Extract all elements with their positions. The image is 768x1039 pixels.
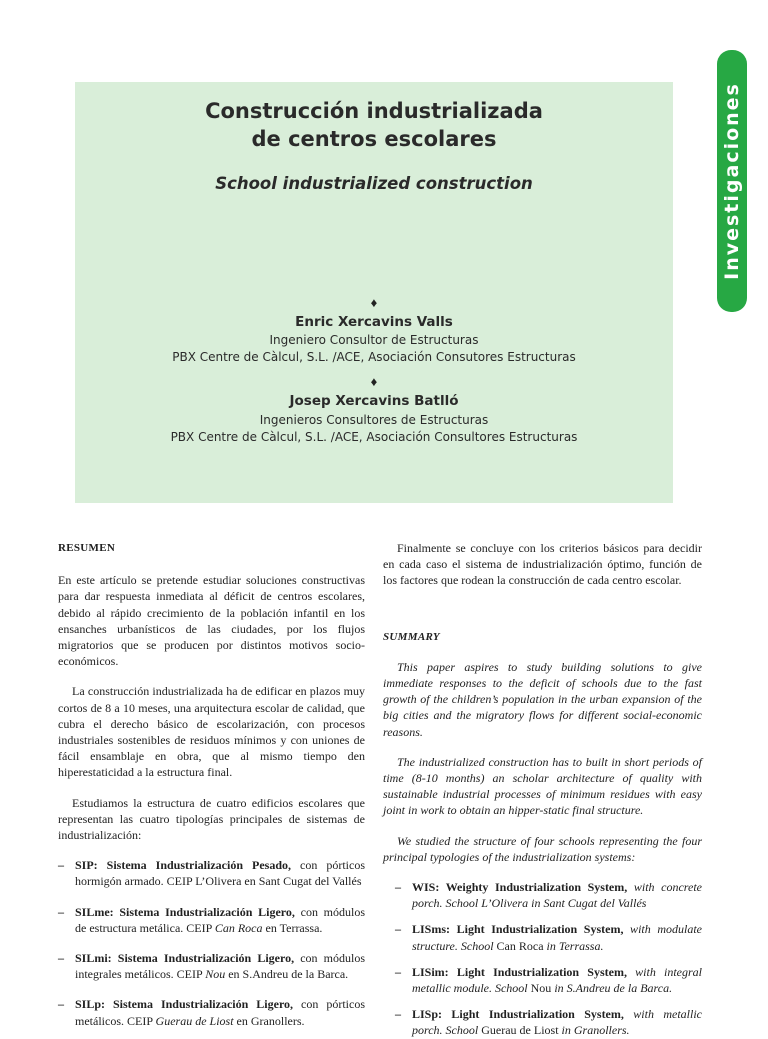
item-location: en Granollers. (233, 1013, 305, 1028)
article-title (75, 97, 673, 153)
item-title: SILme: Sistema Industrialización Ligero, (75, 904, 295, 919)
item-title: SIP: Sistema Industrialización Pesado, (75, 858, 292, 873)
author-1-role: Ingeniero Consultor de Estructuras (269, 333, 479, 347)
item-school-name: Guerau de Liost (155, 1013, 234, 1028)
list-item (58, 904, 365, 936)
item-school-name: Can Roca (214, 920, 263, 935)
author-1-affiliation: PBX Centre de Càlcul, S.L. /ACE, Asociación Consutores Estructuras (172, 350, 576, 364)
list-item (58, 996, 365, 1028)
item-title: LISms: Light Industrialization System, (412, 922, 624, 937)
item-school-name: Guerau de Liost (481, 1023, 559, 1038)
list-item (395, 964, 702, 996)
title-line-1: Construcción industrializada (205, 99, 543, 123)
list-item (395, 1006, 702, 1038)
right-column (383, 540, 702, 1039)
author-1-name: Enric Xercavins Valls (295, 314, 453, 330)
summary-paragraph-2: The industrialized construction has to built in short periods of time (8-10 months) an scholar architecture of quality with sustainable industrial processes of minimum residues with easy joint in work to obtain an hipper-static final structure. (383, 754, 702, 818)
item-location: in Granollers. (558, 1023, 630, 1038)
item-title: LISp: Light Industrialization System, (412, 1007, 624, 1022)
resumen-paragraph-3: Estudiamos la estructura de cuatro edificios escolares que representan las cuatro tipologías principales de sistemas de industrialización: (58, 795, 365, 843)
dash-marker: – (395, 964, 401, 979)
list-item (58, 857, 365, 889)
section-tab (717, 50, 747, 312)
title-line-2: de centros escolares (251, 127, 497, 151)
item-location: in Sant Cugat del Vallés (528, 896, 647, 911)
summary-heading: SUMMARY (383, 630, 440, 643)
article-subtitle: School industrialized construction (215, 174, 533, 193)
author-2-name: Josep Xercavins Batlló (289, 393, 459, 409)
dash-marker: – (58, 858, 64, 873)
resumen-list (58, 857, 365, 1029)
item-title: SILmi: Sistema Industrialización Ligero, (75, 951, 295, 966)
left-column (58, 540, 365, 1029)
item-school-name: Can Roca (496, 938, 544, 953)
item-school-name: Nou (205, 967, 226, 982)
author-2-role: Ingenieros Consultores de Estructuras (259, 413, 489, 427)
item-school-name: Nou (530, 981, 552, 996)
item-text: with concrete porch. School (412, 880, 702, 911)
summary-paragraph-3: We studied the structure of four schools representing the four principal typologies of the industrialization systems: (383, 833, 702, 864)
item-location: en Terrassa. (262, 920, 323, 935)
dash-marker: – (395, 1007, 401, 1022)
item-text: with metallic porch. School (412, 1007, 703, 1038)
dash-marker: – (395, 922, 401, 937)
dash-marker: – (58, 951, 64, 966)
item-text: con módulos integrales metálicos. CEIP (75, 951, 365, 982)
item-title: WIS: Weighty Industrialization System, (412, 880, 628, 895)
article-header (75, 82, 673, 503)
item-title: LISim: Light Industrialization System, (412, 964, 627, 979)
separator-diamond-icon: ♦ (370, 374, 378, 389)
item-school-name: L’Olivera (481, 896, 529, 911)
list-item (395, 921, 702, 953)
summary-list (383, 879, 702, 1039)
author-2-affiliation: PBX Centre de Càlcul, S.L. /ACE, Asociación Consultores Estructuras (170, 430, 578, 444)
dash-marker: – (58, 997, 64, 1012)
item-location: in Terrassa. (543, 938, 604, 953)
item-location: in S.Andreu de la Barca. (551, 981, 673, 996)
resumen-conclusion: Finalmente se concluye con los criterios básicos para decidir en cada caso el sistema de industrialización óptimo, función de los factores que rodean la construcción de cada centro escolar. (383, 541, 702, 588)
dash-marker: – (395, 880, 401, 895)
section-tab-label: Investigaciones (721, 82, 743, 280)
resumen-heading: RESUMEN (58, 542, 116, 554)
separator-diamond-icon: ♦ (370, 295, 378, 310)
list-item (58, 950, 365, 982)
item-text: con módulos de estructura metálica. CEIP (75, 904, 366, 935)
summary-paragraph-1: This paper aspires to study building solutions to give immediate responses to the deficit of schools due to the fast growth of the children’s population in the urban expansion of the big cities and the migratory flows for different social-economic reasons. (383, 659, 702, 739)
list-item (395, 879, 702, 911)
resumen-paragraph-1: En este artículo se pretende estudiar soluciones constructivas para dar respuesta inmediata al déficit de centros escolares, debido al rápido crecimiento de la población infantil en los ensanches urbanísticos de las ciudades, por los flujos migratorios que se producen por distintos motivos socio-económicos. (58, 573, 365, 669)
item-text: con pórticos metálicos. CEIP (75, 997, 365, 1028)
dash-marker: – (58, 904, 64, 919)
item-title: SILp: Sistema Industrialización Ligero, (75, 997, 294, 1012)
item-text: with integral metallic module. School (412, 964, 703, 996)
item-location: en S.Andreu de la Barca. (225, 967, 349, 982)
resumen-paragraph-2: La construcción industrializada ha de edificar en plazos muy cortos de 8 a 10 meses, una arquitectura escolar de calidad, que cubra el derecho básico de escolarización, con procesos industriales sostenibles de residuos mínimos y con uniones de fácil ensamblaje en obra, que al mismo tiempo den hiperestaticidad a la estructura final. (58, 684, 365, 780)
item-text: con pórticos hormigón armado. CEIP L’Olivera en Sant Cugat del Vallés (75, 858, 365, 889)
item-text: with modulate structure. School (412, 922, 702, 953)
